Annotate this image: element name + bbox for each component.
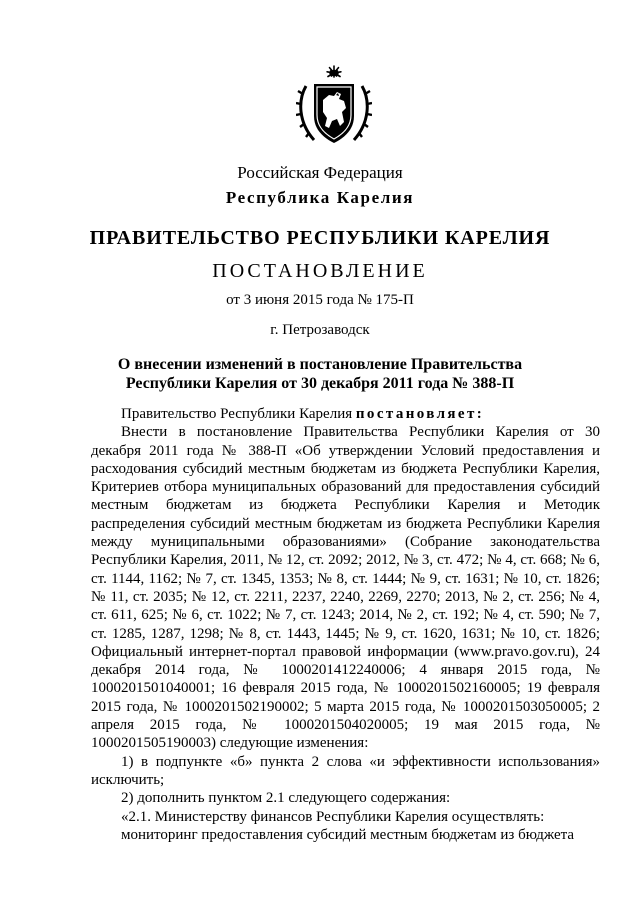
paragraph-quote-start: «2.1. Министерству финансов Республики Карелия осуществлять: — [121, 808, 545, 825]
republic-name: Республика Карелия — [225, 188, 415, 207]
intro-emphasis: постановляет: — [355, 406, 485, 422]
document-title-line-2: Республики Карелия от 30 декабря 2011 года № 388-П — [125, 375, 515, 392]
intro-paragraph — [91, 405, 600, 423]
paragraph-monitoring: мониторинг предоставления субсидий местным бюджетам из бюджета — [121, 826, 575, 843]
federation-name: Российская Федерация — [237, 163, 403, 182]
paragraph-item-1: 1) в подпункте «б» пункта 2 слова «и эффективности использования» исключить; — [91, 753, 600, 788]
decree-heading: ПОСТАНОВЛЕНИЕ — [212, 260, 428, 282]
government-heading: ПРАВИТЕЛЬСТВО РЕСПУБЛИКИ КАРЕЛИЯ — [89, 227, 551, 249]
city-line: г. Петрозаводск — [270, 322, 370, 338]
document-title-line-1: О внесении изменений в постановление Правительства — [117, 356, 523, 373]
document-body — [91, 405, 600, 844]
karelia-coat-of-arms-icon — [296, 64, 372, 146]
paragraph-item-2: 2) дополнить пунктом 2.1 следующего содержания: — [121, 790, 451, 807]
decree-date-line: от 3 июня 2015 года № 175-П — [226, 292, 414, 308]
intro-text: Правительство Республики Карелия — [121, 406, 356, 422]
paragraph-main: Внести в постановление Правительства Республики Карелия от 30 декабря 2011 года № 388-П «Об утверждении Условий предоставления и расходования субсидий местным бюджетам из бюджета Республики Карелия, Критериев отбора муниципальных образований для предоставления субсидий местным бюджетам из бюджета Республики Карелия и Методик распределения субсидий местным бюджетам из бюджета Республики Карелия между муниципальными образованиями» (Собрание законодательства Республики Карелия, 2011, № 12, ст. 2092; 2012, № 3, ст. 472; № 4, ст. 668; № 6, ст. 1144, 1162; № 7, ст. 1345, 1353; № 8, ст. 1444; № 9, ст. 1631; № 10, ст. 1826; № 11, ст. 2035; № 12, ст. 2211, 2237, 2240, 2269, 2270; 2013, № 2, ст. 256; № 4, ст. 611, 625; № 6, ст. 1022; № 7, ст. 1243; 2014, № 2, ст. 192; № 4, ст. 590; № 7, ст. 1285, 1287, 1298; № 8, ст. 1443, 1445; № 9, ст. 1620, 1631; № 10, ст. 1826; Официальный интернет-портал правовой информации (www.pravo.gov.ru), 24 декабря 2014 года, № 1000201412240006; 4 января 2015 года, № 1000201501040001; 16 февраля 2015 года, № 1000201502160005; 19 февраля 2015 года, № 1000201502190002; 5 марта 2015 года, № 1000201503050005; 2 апреля 2015 года, № 1000201504020005; 19 мая 2015 года, № 1000201505190003) следующие изменения: — [91, 424, 600, 752]
